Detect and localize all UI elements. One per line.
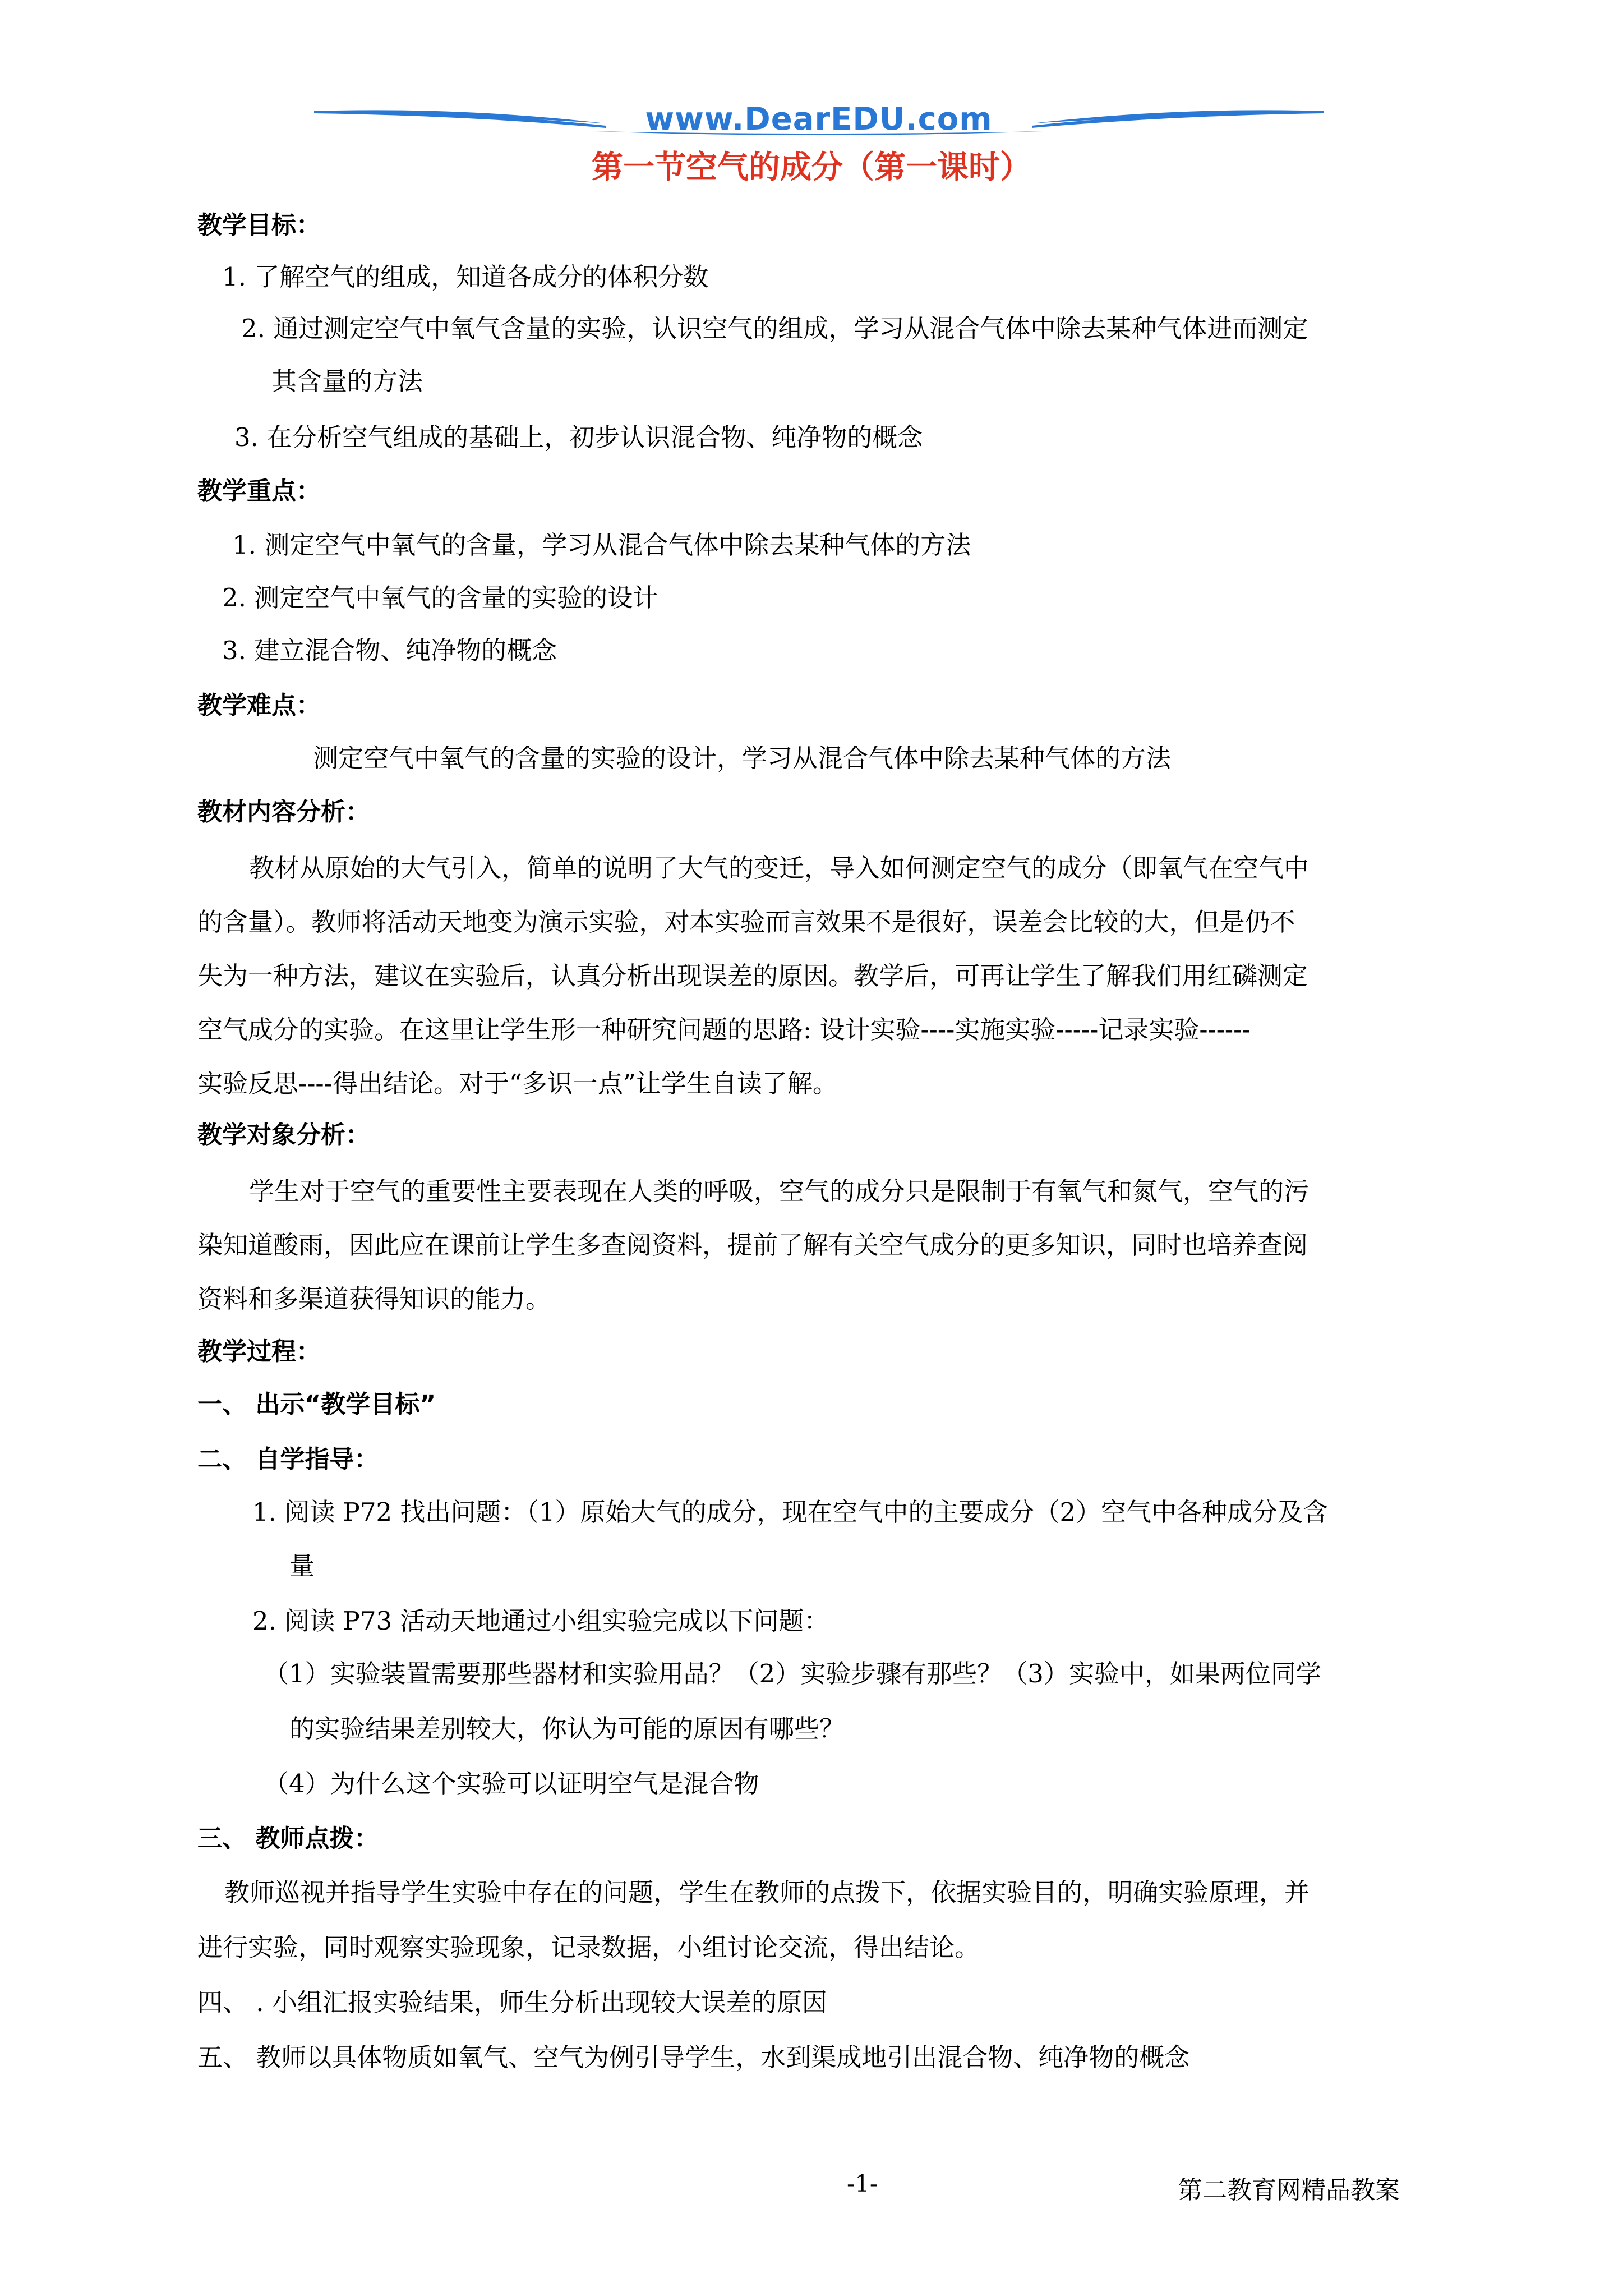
key-point-2: 2. 测定空气中氧气的含量的实验的设计: [222, 583, 658, 613]
process-step-4: 四、 . 小组汇报实验结果，师生分析出现较大误差的原因: [197, 1987, 827, 2017]
material-line-3: 失为一种方法，建议在实验后，认真分析出现误差的原因。教学后，可再让学生了解我们用红磷测定: [197, 961, 1308, 991]
audience-line-1: 学生对于空气的重要性主要表现在人类的呼吸，空气的成分只是限制于有氧气和氮气，空气的污: [249, 1176, 1310, 1206]
section-heading-goals: 教学目标：: [197, 211, 321, 240]
process-step-5: 五、 教师以具体物质如氧气、空气为例引导学生，水到渠成地引出混合物、纯净物的概念: [197, 2042, 1190, 2072]
key-point-1: 1. 测定空气中氧气的含量，学习从混合气体中除去某种气体的方法: [232, 530, 971, 560]
goal-item-3: 3. 在分析空气组成的基础上，初步认识混合物、纯净物的概念: [234, 422, 923, 452]
section-heading-material: 教材内容分析：: [197, 798, 370, 826]
goal-item-1: 1. 了解空气的组成，知道各成分的体积分数: [222, 262, 709, 292]
process-step-3-line-1: 教师巡视并指导学生实验中存在的问题，学生在教师的点拨下，依据实验目的，明确实验原理，并: [224, 1878, 1310, 1907]
process-step-2-item-1-line-2: 量: [289, 1551, 315, 1581]
process-step-3: 三、 教师点拨：: [197, 1824, 379, 1853]
goal-item-2-line-1: 2. 通过测定空气中氧气含量的实验，认识空气的组成，学习从混合气体中除去某种气体进而测定: [241, 314, 1308, 343]
section-heading-process: 教学过程：: [197, 1337, 321, 1366]
process-step-2-question-1-line-1: （1）实验装置需要那些器材和实验用品？（2）实验步骤有那些？（3）实验中，如果两位同学: [264, 1659, 1321, 1688]
audience-line-2: 染知道酸雨，因此应在课前让学生多查阅资料，提前了解有关空气成分的更多知识，同时也培养查阅: [197, 1230, 1308, 1260]
document-title: 第一节空气的成分（第一课时）: [592, 149, 1031, 186]
goal-item-2-line-2: 其含量的方法: [271, 366, 423, 396]
audience-line-3: 资料和多渠道获得知识的能力。: [197, 1284, 551, 1314]
process-step-2: 二、 自学指导：: [197, 1445, 379, 1474]
section-heading-difficulties: 教学难点：: [197, 691, 321, 720]
key-point-3: 3. 建立混合物、纯净物的概念: [222, 636, 557, 665]
footer-label: 第二教育网精品教案: [1178, 2176, 1400, 2205]
process-step-2-question-4: （4）为什么这个实验可以证明空气是混合物: [264, 1769, 759, 1798]
process-step-2-item-2: 2. 阅读 P73 活动天地通过小组实验完成以下问题：: [252, 1606, 829, 1636]
section-heading-audience: 教学对象分析：: [197, 1121, 370, 1149]
process-step-2-item-1-line-1: 1. 阅读 P72 找出问题：（1）原始大气的成分，现在空气中的主要成分（2）空气中各种成分及含: [252, 1497, 1329, 1527]
page-number: -1-: [847, 2170, 878, 2197]
material-line-4: 空气成分的实验。在这里让学生形一种研究问题的思路: 设计实验----实施实验-----记录实验------: [197, 1015, 1251, 1045]
process-step-3-line-2: 进行实验，同时观察实验现象，记录数据，小组讨论交流，得出结论。: [197, 1932, 980, 1962]
material-line-1: 教材从原始的大气引入，简单的说明了大气的变迁，导入如何测定空气的成分（即氧气在空气中: [249, 853, 1310, 883]
material-line-2: 的含量）。教师将活动天地变为演示实验，对本实验而言效果不是很好，误差会比较的大，但是仍不: [197, 907, 1295, 937]
difficulty-text: 测定空气中氧气的含量的实验的设计，学习从混合气体中除去某种气体的方法: [313, 743, 1172, 773]
material-line-5: 实验反思----得出结论。对于“多识一点”让学生自读了解。: [197, 1069, 838, 1098]
site-banner: [314, 99, 1324, 144]
section-heading-key-points: 教学重点：: [197, 477, 321, 505]
process-step-1: 一、 出示“教学目标”: [197, 1390, 436, 1419]
process-step-2-question-1-line-2: 的实验结果差别较大，你认为可能的原因有哪些？: [289, 1714, 845, 1743]
site-url: www.DearEDU.com: [645, 101, 993, 137]
